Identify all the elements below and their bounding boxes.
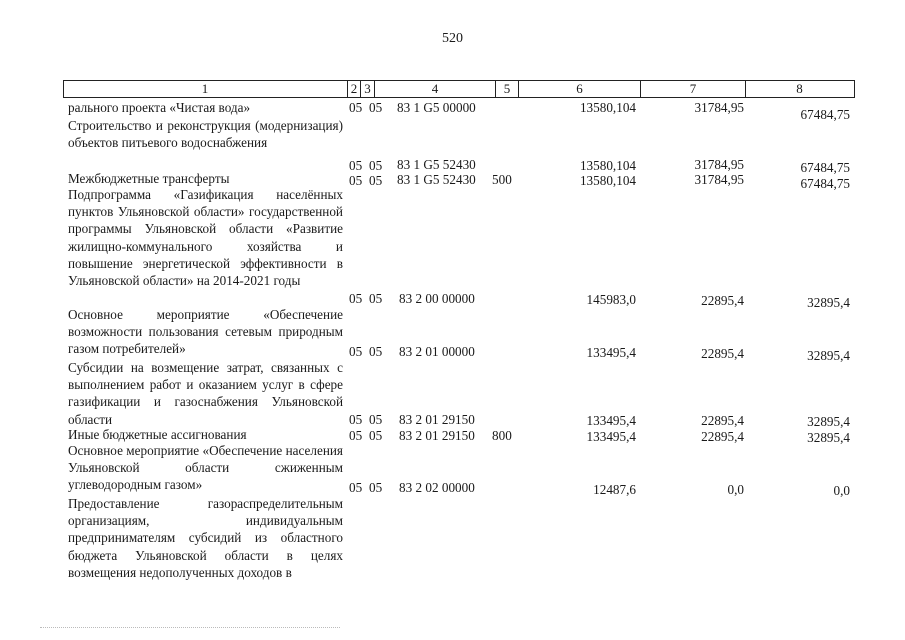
- cell-pr: 05: [369, 291, 383, 306]
- cell-value-7: 31784,95: [694, 100, 744, 115]
- cell-csr: 83 1 G5 00000: [397, 100, 476, 115]
- cell-csr: 83 2 02 00000: [399, 480, 475, 495]
- cell-value-8: 32895,4: [807, 430, 850, 445]
- page-number: 520: [442, 31, 463, 46]
- cell-value-8: 67484,75: [800, 176, 850, 191]
- cell-csr: 83 2 01 29150: [399, 428, 475, 443]
- cell-csr: 83 2 01 29150: [399, 412, 475, 427]
- row-description: Основное мероприятие «Обеспечение возможности пользования сетевым природным газом потребителей»: [68, 307, 343, 357]
- cell-value-7: 0,0: [727, 482, 744, 497]
- column-header: 3: [364, 81, 371, 96]
- bottom-artifact: [40, 627, 340, 629]
- cell-value-6: 13580,104: [579, 100, 636, 115]
- column-header: 6: [576, 81, 583, 96]
- cell-value-6: 133495,4: [586, 429, 636, 444]
- column-header: 4: [431, 81, 439, 96]
- cell-value-7: 31784,95: [694, 172, 744, 187]
- cell-value-6: 133495,4: [586, 413, 636, 428]
- cell-pr: 05: [369, 428, 383, 443]
- cell-value-6: 12487,6: [593, 482, 636, 497]
- row-description: Предоставление газораспределительным организациям, индивидуальным предпринимателям субсидий из областного бюджета Ульяновской области в целях возмещения недополученных доходов в: [68, 496, 343, 580]
- cell-rz: 05: [349, 480, 363, 495]
- cell-csr: 83 2 01 00000: [399, 344, 475, 359]
- row-description: рального проекта «Чистая вода»: [68, 100, 251, 115]
- cell-pr: 05: [369, 344, 383, 359]
- cell-value-8: 32895,4: [807, 414, 850, 429]
- cell-rz: 05: [349, 344, 363, 359]
- cell-rz: 05: [349, 100, 363, 115]
- cell-value-8: 67484,75: [800, 160, 850, 175]
- column-header: 8: [796, 81, 803, 96]
- cell-vr: 800: [492, 428, 512, 443]
- cell-pr: 05: [369, 158, 383, 173]
- cell-csr: 83 2 00 00000: [399, 291, 475, 306]
- cell-rz: 05: [349, 173, 363, 188]
- row-description: Подпрограмма «Газификация населённых пунктов Ульяновской области» государственной программы Ульяновской области «Развитие жилищно-коммунального хозяйства и повышение энергетической эффективности в Ульяновской области» на 2014-2021 годы: [68, 187, 343, 289]
- column-header: 2: [350, 81, 358, 96]
- row-description: Основное мероприятие «Обеспечение населения Ульяновской области сжиженным углеводородным газом»: [68, 443, 343, 493]
- cell-value-8: 32895,4: [807, 295, 850, 310]
- cell-pr: 05: [369, 480, 383, 495]
- cell-value-7: 22895,4: [701, 346, 744, 361]
- cell-value-7: 31784,95: [694, 157, 744, 172]
- column-header: 7: [689, 81, 697, 96]
- cell-value-6: 145983,0: [586, 292, 636, 307]
- cell-rz: 05: [349, 412, 363, 427]
- row-description: Межбюджетные трансферты: [68, 171, 230, 186]
- cell-pr: 05: [369, 100, 383, 115]
- cell-value-7: 22895,4: [701, 413, 744, 428]
- cell-value-6: 13580,104: [579, 173, 636, 188]
- cell-csr: 83 1 G5 52430: [397, 157, 476, 172]
- cell-rz: 05: [349, 158, 363, 173]
- cell-value-8: 0,0: [833, 483, 850, 498]
- cell-vr: 500: [492, 172, 512, 187]
- cell-value-6: 133495,4: [586, 345, 636, 360]
- column-header: 1: [201, 81, 209, 96]
- row-description: Субсидии на возмещение затрат, связанных с выполнением работ и оказанием услуг в сфере газификации и газоснабжения Ульяновской области: [68, 360, 343, 427]
- cell-value-7: 22895,4: [701, 429, 744, 444]
- cell-rz: 05: [349, 291, 363, 306]
- row-description: Строительство и реконструкция (модернизация) объектов питьевого водоснабжения: [68, 118, 343, 151]
- cell-csr: 83 1 G5 52430: [397, 172, 476, 187]
- cell-value-7: 22895,4: [701, 293, 744, 308]
- column-header: 5: [503, 81, 511, 96]
- row-description: Иные бюджетные ассигнования: [68, 427, 247, 442]
- cell-pr: 05: [369, 173, 383, 188]
- cell-value-6: 13580,104: [579, 158, 636, 173]
- cell-pr: 05: [369, 412, 383, 427]
- cell-value-8: 67484,75: [800, 107, 850, 122]
- cell-value-8: 32895,4: [807, 348, 850, 363]
- cell-rz: 05: [349, 428, 363, 443]
